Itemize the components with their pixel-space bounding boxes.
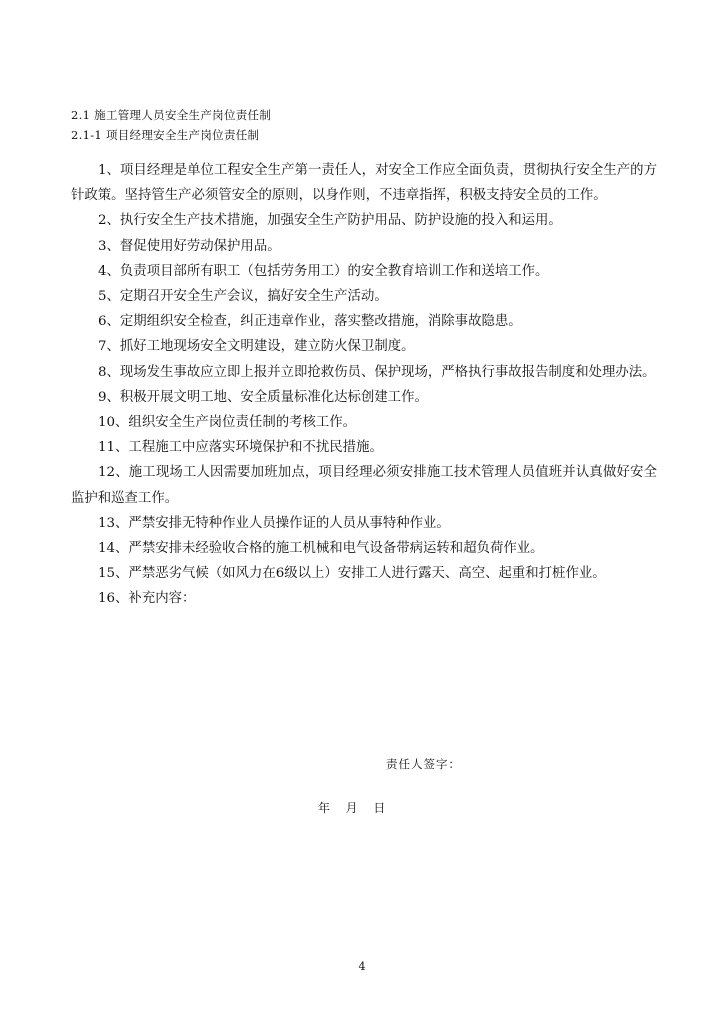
list-item: 5、定期召开安全生产会议，搞好安全生产活动。 (98, 289, 388, 305)
list-item: 16、补充内容： (98, 591, 196, 607)
list-item: 3、督促使用好劳动保护用品。 (98, 238, 281, 254)
list-item: 6、定期组织安全检查，纠正违章作业，落实整改措施，消除事故隐患。 (98, 314, 522, 330)
date-month-label: 月 (345, 801, 358, 815)
date-year-label: 年 (318, 801, 331, 815)
list-item: 10、组织安全生产岗位责任制的考核工作。 (98, 415, 357, 431)
list-item: 14、严禁安排未经验收合格的施工机械和电气设备带病运转和超负荷作业。 (98, 541, 544, 557)
list-item: 12、施工现场工人因需要加班加点，项目经理必须安排施工技术管理人员值班并认真做好安全监护和巡查工作。 (71, 465, 657, 506)
signature-label: 责任人签字： (386, 757, 461, 771)
subsection-title: 2.1-1 项目经理安全生产岗位责任制 (71, 128, 260, 142)
list-item: 13、严禁安排无特种作业人员操作证的人员从事特种作业。 (98, 515, 450, 531)
section-title: 2.1 施工管理人员安全生产岗位责任制 (71, 108, 272, 122)
page-number: 4 (358, 960, 366, 973)
list-item: 9、积极开展文明工地、安全质量标准化达标创建工作。 (98, 389, 428, 405)
list-item: 15、严禁恶劣气候（如风力在6级以上）安排工人进行露天、高空、起重和打桩作业。 (98, 566, 606, 582)
list-item: 4、负责项目部所有职工（包括劳务用工）的安全教育培训工作和送培工作。 (98, 263, 549, 279)
list-item: 8、现场发生事故应立即上报并立即抢救伤员、保护现场，严格执行事故报告制度和处理办法。 (98, 364, 656, 380)
date-line (318, 799, 385, 816)
list-item: 7、抓好工地现场安全文明建设，建立防火保卫制度。 (98, 339, 415, 355)
list-item: 2、执行安全生产技术措施，加强安全生产防护用品、防护设施的投入和运用。 (98, 213, 562, 229)
date-day-label: 日 (373, 801, 386, 815)
responsibility-list (71, 158, 657, 612)
list-item: 11、工程施工中应落实环境保护和不扰民措施。 (98, 440, 383, 456)
list-item: 1、项目经理是单位工程安全生产第一责任人，对安全工作应全面负责，贯彻执行安全生产的方针政策。坚持管生产必须管安全的原则，以身作则，不违章指挥，积极支持安全员的工作。 (71, 163, 657, 204)
